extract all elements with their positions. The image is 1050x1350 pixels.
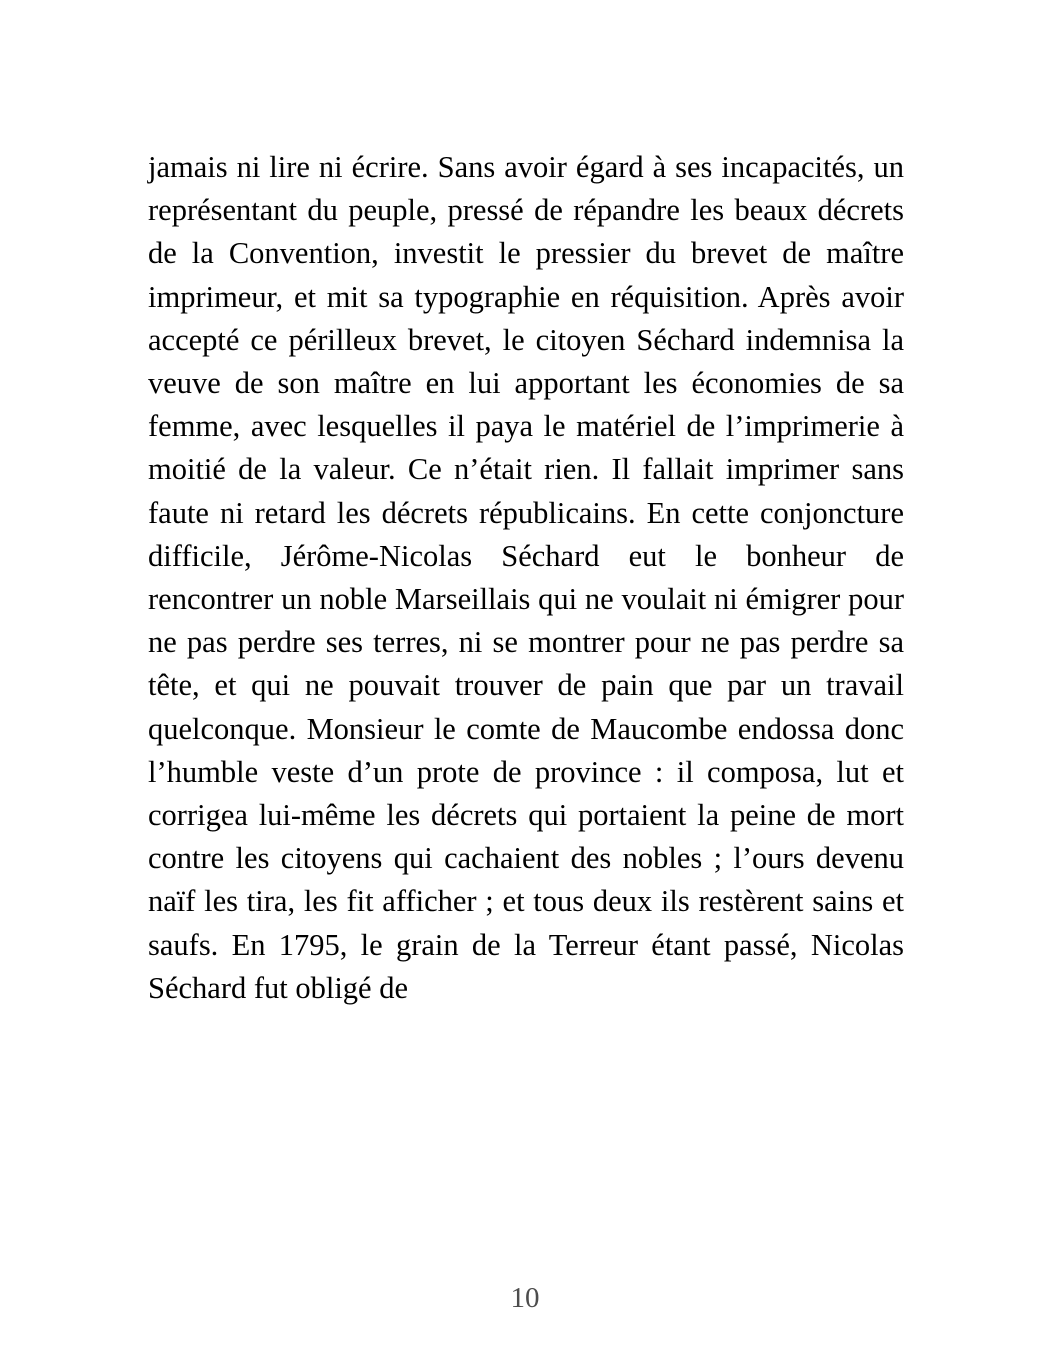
page-number: 10: [510, 1282, 540, 1314]
body-paragraph: jamais ni lire ni écrire. Sans avoir égard à ses incapacités, un représentant du peuple, pressé de répandre les beaux décrets de la Convention, investit le pressier du brevet de maître imprimeur, et mit sa typographie en réquisition. Après avoir accepté ce périlleux brevet, le citoyen Séchard indemnisa la veuve de son maître en lui apportant les économies de sa femme, avec lesquelles il paya le matériel de l’imprimerie à moitié de la valeur. Ce n’était rien. Il fallait imprimer sans faute ni retard les décrets républicains. En cette conjoncture difficile, Jérôme-Nicolas Séchard eut le bonheur de rencontrer un noble Marseillais qui ne voulait ni émigrer pour ne pas perdre ses terres, ni se montrer pour ne pas perdre sa tête, et qui ne pouvait trouver de pain que par un travail quelconque. Monsieur le comte de Maucombe endossa donc l’humble veste d’un prote de province : il composa, lut et corrigea lui-même les décrets qui portaient la peine de mort contre les citoyens qui cachaient des nobles ; l’ours devenu naïf les tira, les fit afficher ; et tous deux ils restèrent sains et saufs. En 1795, le grain de la Terreur étant passé, Nicolas Séchard fut obligé de: [148, 150, 904, 1005]
